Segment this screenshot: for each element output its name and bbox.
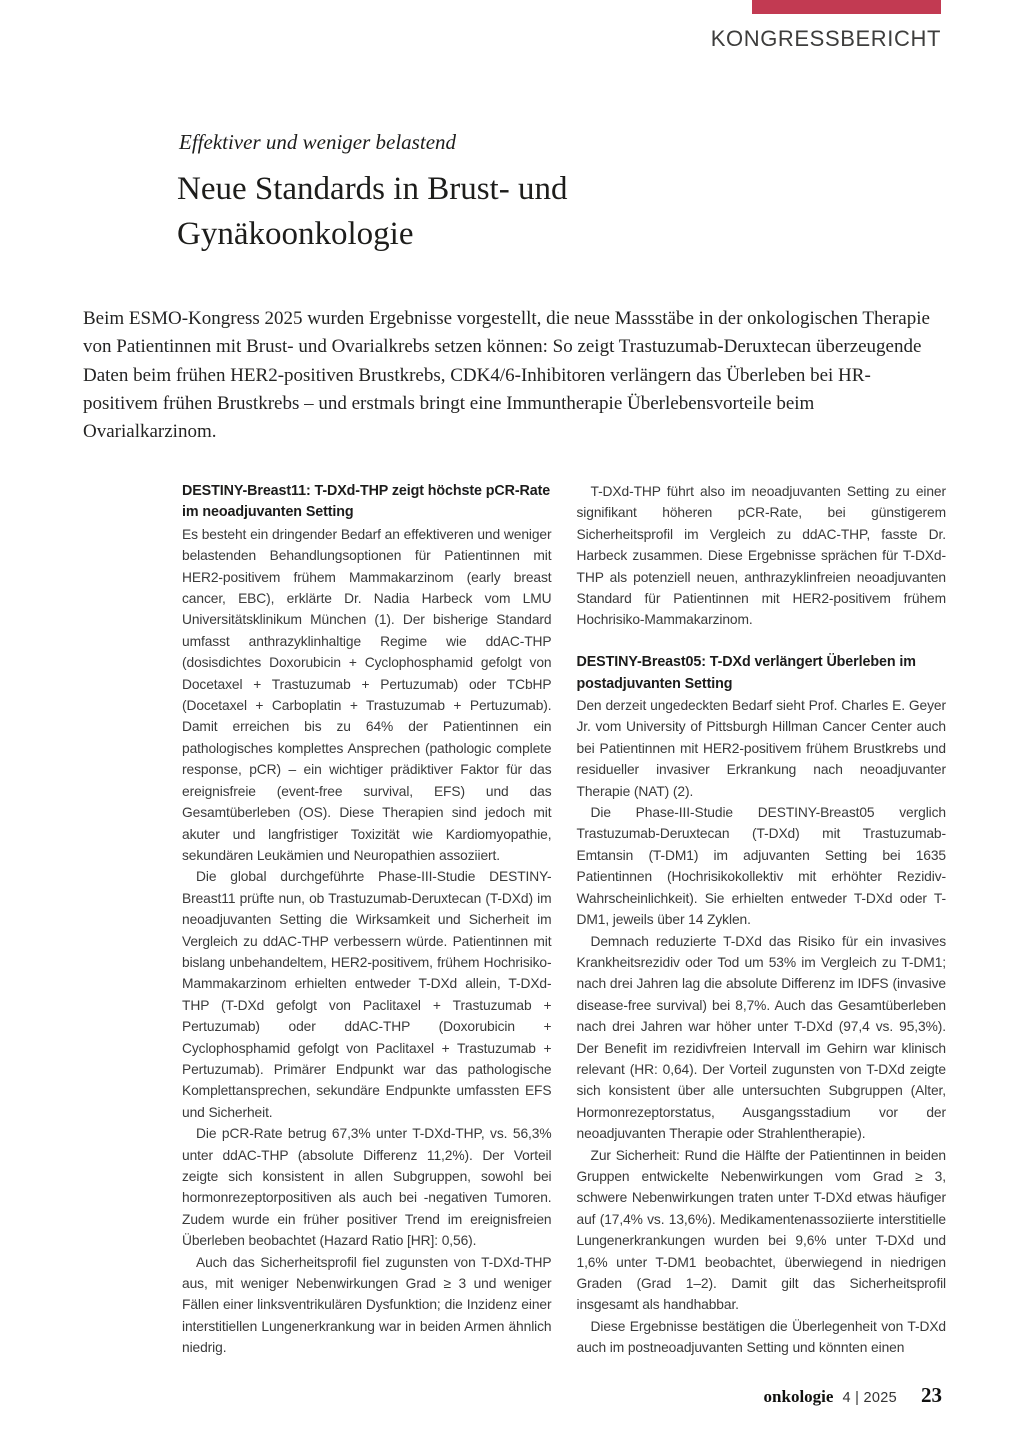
body-paragraph: Es besteht ein dringender Bedarf an effektiveren und weniger belastenden Behandlungsoptionen für Patientinnen mit HER2-positivem frühem Mammakarzinom (early breast cancer, EBC), erklärte Dr. Nadia Harbeck vom LMU Universitätsklinikum München (1). Der bisherige Standard umfasst anthrazyklinhaltige Regime wie ddAC-THP (dosisdichtes Doxorubicin + Cyclophosphamid gefolgt von Docetaxel + Trastuzumab + Pertuzumab) oder TCbHP (Docetaxel + Carboplatin + Trastuzumab + Pertuzumab). Damit erreichen bis zu 64% der Patientinnen ein pathologisches komplettes Ansprechen (pathologic complete response, pCR) – ein wichtiger prädiktiver Faktor für das ereignisfreie (event-free survival, EFS) und das Gesamtüberleben (OS). Diese Therapien sind jedoch mit akuter und langfristiger Toxizität wie Kardiomyopathie, sekundären Leukämien und Neuropathien assoziiert.	[182, 526, 552, 863]
article-eyebrow: Effektiver und weniger belastend	[179, 130, 457, 154]
article-body	[182, 481, 946, 1359]
article-title	[177, 167, 957, 257]
body-paragraph: Demnach reduzierte T-DXd das Risiko für ein invasives Krankheitsrezidiv oder Tod um 53% im Vergleich zu T-DM1; nach drei Jahren lag die absolute Differenz im IDFS (invasive disease-free survival) bei 8,7%. Auch das Gesamtüberleben nach drei Jahren war höher unter T-DXd (97,4 vs. 95,3%). Der Benefit im rezidivfreien Intervall im Gehirn war klinisch relevant (HR: 0,64). Der Vorteil zugunsten von T-DXd zeigte sich konsistent über alle untersuchten Subgruppen (Alter, Hormonrezeptorstatus, Ausgangsstadium vor der neoadjuvanten Therapie oder Strahlentherapie).	[576, 933, 946, 1142]
body-paragraph: Auch das Sicherheitsprofil fiel zugunsten von T-DXd-THP aus, mit weniger Nebenwirkungen Grad ≥ 3 und weniger Fällen einer linksventrikulären Dysfunktion; die Inzidenz einer interstitiellen Lungenerkrankung war in beiden Armen ähnlich niedrig.	[182, 1254, 552, 1356]
body-paragraph: Den derzeit ungedeckten Bedarf sieht Prof. Charles E. Geyer Jr. vom University of Pittsburgh Hillman Cancer Center auch bei Patientinnen mit HER2-positivem frühem Brustkrebs und residueller invasiver Erkrankung nach neoadjuvanter Therapie (NAT) (2).	[576, 698, 946, 799]
column-left	[182, 481, 552, 1359]
section-heading-destiny-breast11: DESTINY-Breast11: T-DXd-THP zeigt höchste pCR-Rate im neoadjuvanten Setting	[182, 483, 551, 521]
journal-name: onkologie	[763, 1387, 834, 1406]
body-paragraph: Die global durchgeführte Phase-III-Studie DESTINY-Breast11 prüfte nun, ob Trastuzumab-Deruxtecan (T-DXd) im neoadjuvanten Setting die Wirksamkeit und Sicherheit im Vergleich zu ddAC-THP verbessern würde. Patientinnen mit bislang unbehandeltem, HER2-positivem, frühem Hochrisiko-Mammakarzinom erhielten entweder T-DXd allein, T-DXd-THP (T-DXd gefolgt von Paclitaxel + Trastuzumab + Pertuzumab) oder ddAC-THP (Doxorubicin + Cyclophosphamid gefolgt von Paclitaxel + Trastuzumab + Pertuzumab). Primärer Endpunkt war das pathologische Komplettansprechen, sekundäre Endpunkte umfassten EFS und Sicherheit.	[182, 869, 552, 1120]
accent-bar	[752, 0, 941, 14]
lead-paragraph: Beim ESMO-Kongress 2025 wurden Ergebnisse vorgestellt, die neue Massstäbe in der onkologischen Therapie von Patientinnen mit Brust- und Ovarialkrebs setzen können: So zeigt Trastuzumab-Deruxtecan überzeugende Daten beim frühen HER2-positiven Brustkrebs, CDK4/6-Inhibitoren verlängern das Überleben bei HR-positivem frühen Brustkrebs – und erstmals bringt eine Immuntherapie Überlebensvorteile beim Ovarialkarzinom.	[83, 308, 930, 443]
article-title-line2: Gynäkoonkologie	[177, 216, 414, 252]
body-paragraph: Die pCR-Rate betrug 67,3% unter T-DXd-THP, vs. 56,3% unter ddAC-THP (absolute Differenz 11,2%). Der Vorteil zeigte sich konsistent in allen Subgruppen, sowohl bei hormonrezeptorpositiven als auch bei -negativen Tumoren. Zudem wurde ein früher positiver Trend im ereignisfreien Überleben beobachtet (Hazard Ratio [HR]: 0,56).	[182, 1126, 552, 1249]
section-heading-destiny-breast05: DESTINY-Breast05: T-DXd verlängert Überleben im postadjuvanten Setting	[576, 654, 916, 692]
article-title-line1: Neue Standards in Brust- und	[177, 171, 568, 207]
body-paragraph: Zur Sicherheit: Rund die Hälfte der Patientinnen in beiden Gruppen entwickelte Nebenwirkungen vom Grad ≥ 3, schwere Nebenwirkungen traten unter T-DXd etwas häufiger auf (17,4% vs. 13,6%). Medikamentenassoziierte interstitielle Lungenerkrankungen wurden bei 9,6% unter T-DXd und 1,6% unter T-DM1 beobachtet, überwiegend in niedrigen Graden (Grad 1–2). Damit gilt das Sicherheitsprofil insgesamt als handhabbar.	[576, 1147, 946, 1313]
section-kicker: KONGRESSBERICHT	[710, 26, 941, 51]
body-paragraph: Diese Ergebnisse bestätigen die Überlegenheit von T-DXd auch im postneoadjuvanten Setting und könnten einen	[576, 1318, 946, 1356]
issue-info: 4 | 2025	[842, 1390, 897, 1406]
body-paragraph: T-DXd-THP führt also im neoadjuvanten Setting zu einer signifikant höheren pCR-Rate, bei günstigerem Sicherheitsprofil im Vergleich zu ddAC-THP, fasste Dr. Harbeck zusammen. Diese Ergebnisse sprächen für T-DXd-THP als potenziell neuen, anthrazyklinfreien neoadjuvanten Standard für Patientinnen mit HER2-positivem frühem Hochrisiko-Mammakarzinom.	[576, 484, 946, 628]
page-footer	[764, 1383, 942, 1408]
body-paragraph: Die Phase-III-Studie DESTINY-Breast05 verglich Trastuzumab-Deruxtecan (T-DXd) mit Trastuzumab-Emtansin (T-DM1) im adjuvanten Setting bei 1635 Patientinnen (Hochrisikokollektiv mit erhöhter Rezidiv-Wahrscheinlichkeit). Sie erhielten entweder T-DXd oder T-DM1, jeweils über 14 Zyklen.	[576, 805, 946, 928]
column-right	[577, 481, 947, 1359]
page-number: 23	[921, 1383, 942, 1407]
